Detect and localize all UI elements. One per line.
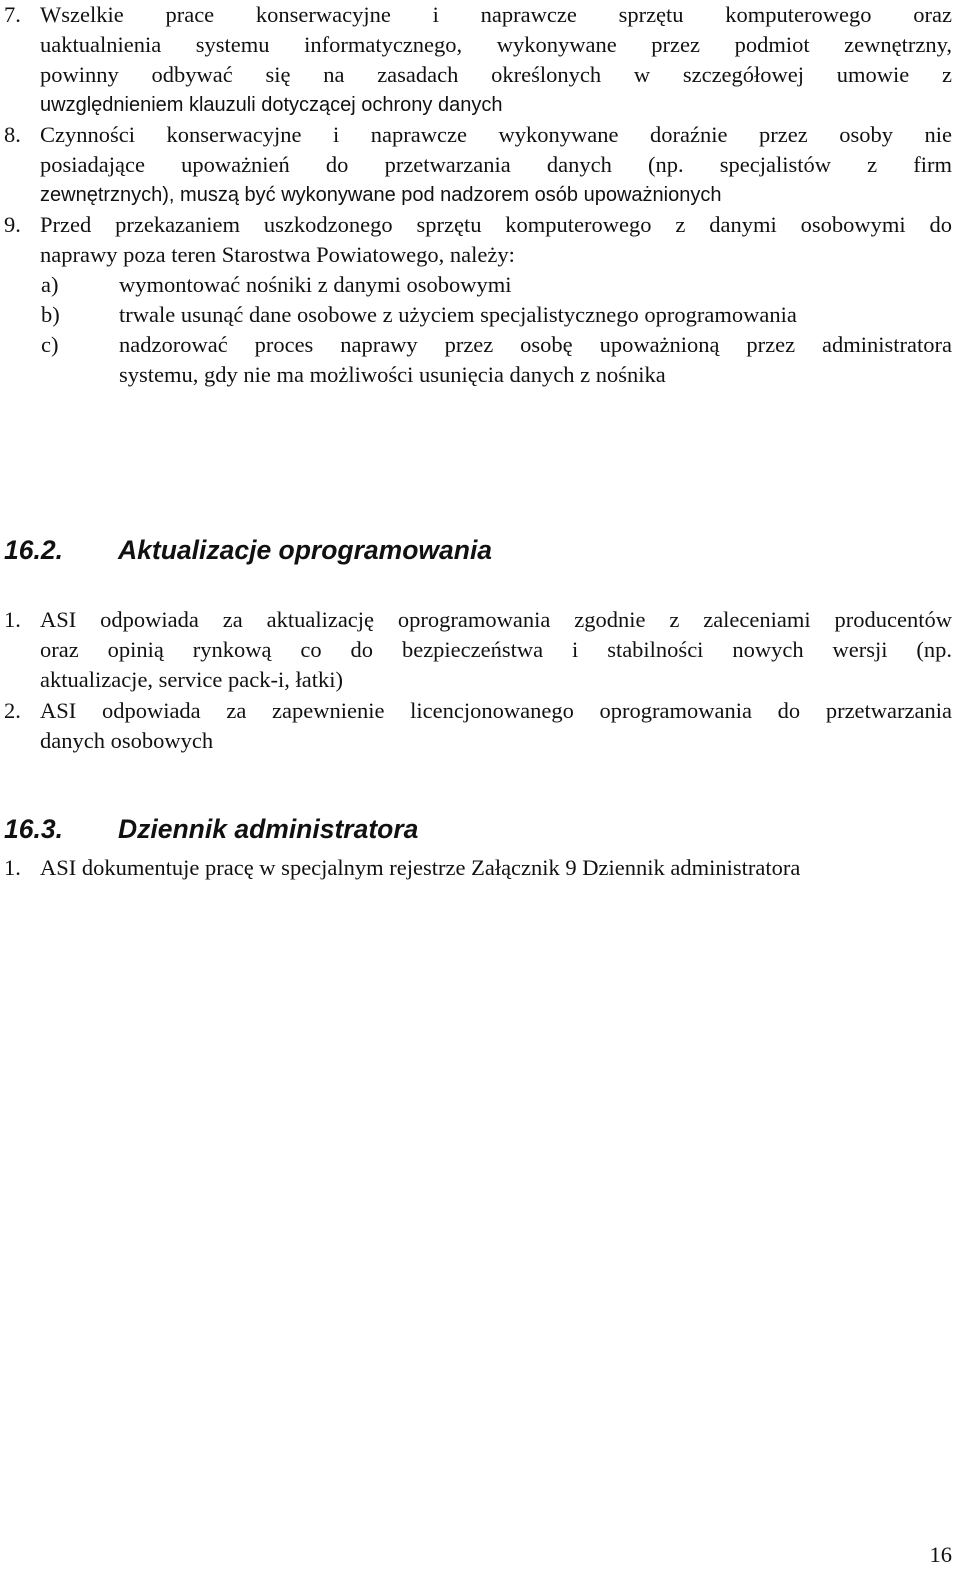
sub-item-text: nadzorować proces naprawy przez osobę upoważnioną przez administratora [119, 332, 952, 357]
list-item-text: Wszelkie prace konserwacyjne i naprawcze sprzętu komputerowego oraz [40, 2, 952, 27]
list-item-number: 7. [4, 2, 21, 27]
list-item-text: powinny odbywać się na zasadach określonych w szczegółowej umowie z [40, 62, 952, 87]
list-item-8-line-2 [0, 150, 960, 180]
list-item-number: 1. [4, 855, 21, 880]
section-16-2-item-1-line-1 [0, 605, 960, 635]
list-item-text: naprawy poza teren Starostwa Powiatowego, należy: [40, 242, 515, 267]
sub-item-letter: b) [41, 302, 60, 327]
list-item-8-line-3 [0, 180, 960, 210]
section-16-2-item-2-line-1 [0, 696, 960, 726]
list-item-text: uwzględnieniem klauzuli dotyczącej ochrony danych [40, 94, 503, 116]
list-item-text: danych osobowych [40, 728, 214, 753]
list-item-number: 1. [4, 607, 21, 632]
list-item-text: zewnętrznych), muszą być wykonywane pod nadzorem osób upoważnionych [40, 184, 722, 206]
list-item-7-line-3 [0, 60, 960, 90]
section-16-2-item-2-line-2 [0, 726, 960, 756]
section-16-3-item-1 [0, 853, 960, 883]
list-item-number: 9. [4, 212, 21, 237]
page-number: 16 [929, 1542, 952, 1567]
sub-item-text: trwale usunąć dane osobowe z użyciem specjalistycznego oprogramowania [119, 302, 797, 327]
list-item-text: ASI odpowiada za zapewnienie licencjonowanego oprogramowania do przetwarzania [40, 698, 952, 723]
section-16-2-item-1-line-2 [0, 635, 960, 665]
sub-item-c-line-1 [0, 330, 960, 360]
list-item-text: aktualizacje, service pack-i, łatki) [40, 667, 343, 692]
sub-item-letter: c) [41, 332, 59, 357]
list-item-9-line-1 [0, 210, 960, 240]
sub-item-text: systemu, gdy nie ma możliwości usunięcia danych z nośnika [119, 362, 666, 387]
list-item-text: Przed przekazaniem uszkodzonego sprzętu komputerowego z danymi osobowymi do [40, 212, 952, 237]
list-item-7-line-1 [0, 0, 960, 30]
sub-item-c-line-2 [0, 360, 960, 390]
list-item-text: posiadające upoważnień do przetwarzania danych (np. specjalistów z firm [40, 152, 952, 177]
list-item-text: uaktualnienia systemu informatycznego, wykonywane przez podmiot zewnętrzny, [40, 32, 952, 57]
list-item-number: 8. [4, 122, 21, 147]
section-number: 16.3. [4, 814, 63, 844]
list-item-7-line-2 [0, 30, 960, 60]
list-item-text: Czynności konserwacyjne i naprawcze wykonywane doraźnie przez osoby nie [40, 122, 952, 147]
list-item-text: ASI odpowiada za aktualizację oprogramowania zgodnie z zaleceniami producentów [40, 607, 952, 632]
sub-item-b [0, 300, 960, 330]
section-number: 16.2. [4, 535, 63, 565]
section-16-2-item-1-line-3 [0, 665, 960, 695]
section-title: Aktualizacje oprogramowania [118, 535, 493, 565]
sub-item-a [0, 270, 960, 300]
sub-item-text: wymontować nośniki z danymi osobowymi [119, 272, 512, 297]
list-item-text: oraz opinią rynkową co do bezpieczeństwa i stabilności nowych wersji (np. [40, 637, 952, 662]
list-item-8-line-1 [0, 120, 960, 150]
list-item-number: 2. [4, 698, 21, 723]
section-title: Dziennik administratora [118, 814, 419, 844]
list-item-text: ASI dokumentuje pracę w specjalnym rejestrze Załącznik 9 Dziennik administratora [40, 855, 801, 880]
sub-item-letter: a) [41, 272, 59, 297]
list-item-7-line-4 [0, 90, 960, 120]
list-item-9-line-2 [0, 240, 960, 270]
